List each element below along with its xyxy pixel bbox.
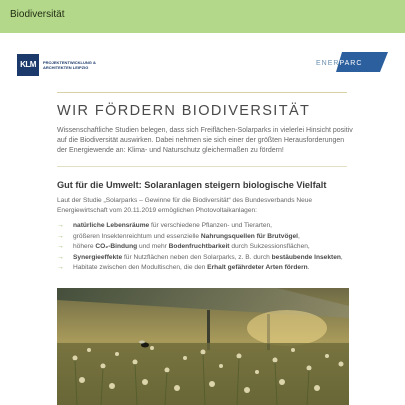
klm-logo-mark: KLM <box>17 54 39 76</box>
benefits-list <box>57 221 355 274</box>
benefit-pre: Habitate zwischen den Modultischen, die den <box>73 264 208 271</box>
article-intro: Wissenschaftliche Studien belegen, dass sich Freiflächen-Solarparks in vielerlei Hinsicht positiv auf die Biodiversität auswirken. Dabei nehmen sie sich einer der größten Herausforderungen der Energiewende an: Klima- und Naturschutz gleichermaßen zu fördern! <box>57 127 353 154</box>
benefit-post: für Nutzflächen neben den Solarparks, z. B. durch <box>122 253 272 261</box>
enerparc-logo-suffix: PARC <box>339 60 363 67</box>
benefit-post: und mehr <box>137 243 169 250</box>
header-divider <box>57 92 347 93</box>
benefit-post-2: durch Sukzessionsflächen, <box>229 243 310 250</box>
page-section-title: Biodiversität <box>10 9 65 20</box>
meadow-photo <box>57 288 349 405</box>
benefit-pre: höhere <box>73 243 96 250</box>
enerparc-logo-text <box>316 60 362 67</box>
benefit-bold: CO₂-Bindung <box>95 243 138 250</box>
benefit-bold-2: bestäubende Insekten <box>271 253 341 261</box>
section-divider <box>57 166 347 167</box>
article-headline: WIR FÖRDERN BIODIVERSITÄT <box>57 103 311 119</box>
klm-logo-text: PROJEKTENTWICKLUNG & ARCHITEKTEN LEIPZIG <box>43 60 96 70</box>
top-bar <box>0 0 405 33</box>
arrow-right-icon: → <box>57 253 64 261</box>
benefit-bold: natürliche Lebensräume <box>73 222 150 229</box>
meadow-photo-illustration <box>57 288 349 405</box>
list-item <box>57 242 355 253</box>
klm-logo <box>17 54 127 80</box>
arrow-right-icon: → <box>57 222 64 229</box>
enerparc-logo <box>316 50 388 76</box>
list-item <box>57 232 355 243</box>
study-paragraph: Laut der Studie „Solarparks – Gewinne für die Biodiversität“ des Bundesverbands Neue Energiewirtschaft vom 20.11.2019 ermöglichen Photovoltaikanlagen: <box>57 197 313 214</box>
benefit-post-2: , <box>340 253 343 261</box>
benefit-post: , <box>298 232 300 240</box>
list-item <box>57 253 355 264</box>
arrow-right-icon: → <box>57 264 64 271</box>
enerparc-logo-prefix: ENER <box>316 60 340 67</box>
benefit-bold: Erhalt gefährdeter Arten fördern <box>207 264 308 271</box>
list-item <box>57 263 355 274</box>
benefit-post: für verschiedene Pflanzen- und Tierarten, <box>149 222 273 229</box>
arrow-right-icon: → <box>57 232 64 240</box>
benefit-bold: Nahrungsquellen für Brutvögel <box>200 232 299 240</box>
list-item <box>57 221 355 232</box>
benefit-bold-2: Bodenfruchtbarkeit <box>168 243 230 250</box>
benefit-post: . <box>307 264 310 271</box>
arrow-right-icon: → <box>57 243 64 250</box>
section-subheading: Gut für die Umwelt: Solaranlagen steigern biologische Vielfalt <box>57 180 327 190</box>
benefit-bold: Synergieeffekte <box>73 253 123 261</box>
benefit-pre: größeren Insektenreichtum und essenzielle <box>73 232 201 240</box>
